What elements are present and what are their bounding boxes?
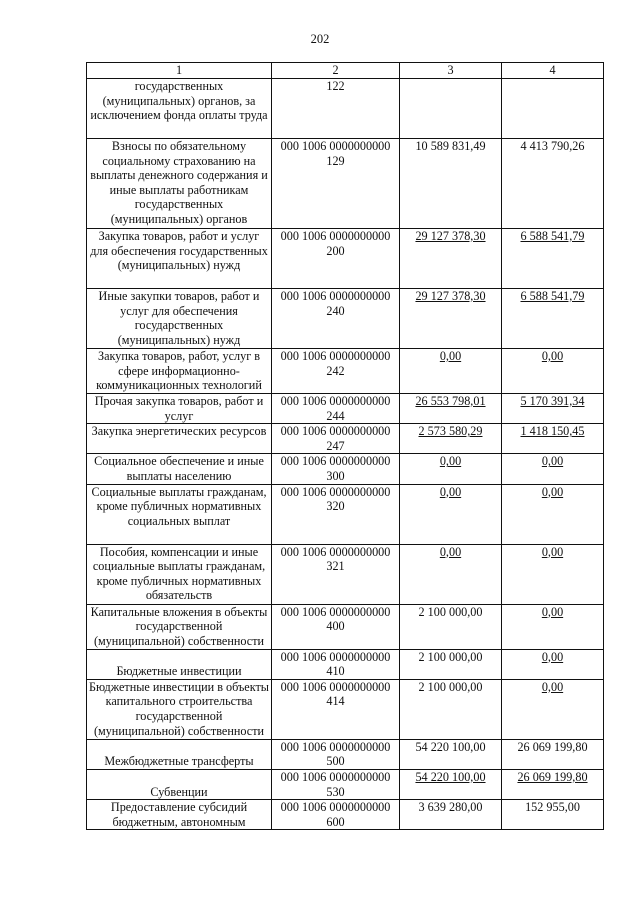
- row-name: Социальные выплаты гражданам, кроме публичных нормативных социальных выплат: [87, 484, 272, 544]
- row-col3: 2 100 000,00: [400, 604, 502, 649]
- table-row: [87, 604, 604, 649]
- header-col-2: 2: [272, 63, 400, 79]
- row-col3: 10 589 831,49: [400, 139, 502, 229]
- row-col3-value: 0,00: [439, 349, 462, 363]
- row-col4: [502, 349, 604, 394]
- row-code: 000 1006 0000000000 321: [272, 544, 400, 604]
- row-code: 000 1006 0000000000 244: [272, 394, 400, 424]
- row-col4-value: 6 588 541,79: [520, 229, 585, 243]
- row-col4: [502, 424, 604, 454]
- row-col3: 3 639 280,00: [400, 800, 502, 830]
- row-code: 000 1006 0000000000 242: [272, 349, 400, 394]
- row-col4: [502, 649, 604, 679]
- table-row: [87, 424, 604, 454]
- row-code: 122: [272, 79, 400, 139]
- row-col4: 26 069 199,80: [502, 739, 604, 769]
- table-row: [87, 79, 604, 139]
- row-name: Капитальные вложения в объекты государственной (муниципальной) собственности: [87, 604, 272, 649]
- table-row: [87, 800, 604, 830]
- table-row: [87, 769, 604, 799]
- table-row: [87, 484, 604, 544]
- row-col4-value: 0,00: [541, 604, 564, 619]
- row-code: 000 1006 0000000000 320: [272, 484, 400, 544]
- budget-table: [86, 62, 604, 830]
- row-col4-value: 6 588 541,79: [520, 289, 585, 303]
- row-col3-value: 0,00: [439, 484, 462, 499]
- table-row: [87, 289, 604, 349]
- table-row: [87, 229, 604, 289]
- row-col3-value: 2 573 580,29: [418, 424, 483, 439]
- row-col4: [502, 289, 604, 349]
- row-name: Закупка товаров, работ, услуг в сфере информационно-коммуникационных технологий: [87, 349, 272, 394]
- row-col4-value: 0,00: [541, 544, 564, 559]
- row-code: 000 1006 0000000000 500: [272, 739, 400, 769]
- row-col3-value: 0,00: [439, 454, 462, 469]
- row-col3-value: 26 553 798,01: [415, 394, 486, 408]
- row-col3: [400, 544, 502, 604]
- row-code: 000 1006 0000000000 240: [272, 289, 400, 349]
- row-col3-value: 29 127 378,30: [415, 229, 486, 243]
- row-col3: 2 100 000,00: [400, 649, 502, 679]
- row-name: Закупка энергетических ресурсов: [87, 424, 272, 454]
- row-col4: 152 955,00: [502, 800, 604, 830]
- header-col-3: 3: [400, 63, 502, 79]
- row-name: Бюджетные инвестиции: [87, 649, 272, 679]
- row-col3: [400, 229, 502, 289]
- table-row: [87, 544, 604, 604]
- row-code: 000 1006 0000000000 400: [272, 604, 400, 649]
- table-row: [87, 739, 604, 769]
- table-row: [87, 349, 604, 394]
- row-code: 000 1006 0000000000 200: [272, 229, 400, 289]
- row-col3: [400, 769, 502, 799]
- row-col3: 2 100 000,00: [400, 679, 502, 739]
- row-col4: [502, 454, 604, 484]
- row-name: Иные закупки товаров, работ и услуг для обеспечения государственных (муниципальных) нужд: [87, 289, 272, 349]
- row-name: Взносы по обязательному социальному страхованию на выплаты денежного содержания и иные выплаты работникам государственных (муниципальных) органов: [87, 139, 272, 229]
- row-col3: [400, 394, 502, 424]
- row-col3: [400, 454, 502, 484]
- row-name: Прочая закупка товаров, работ и услуг: [87, 394, 272, 424]
- row-name: Пособия, компенсации и иные социальные выплаты гражданам, кроме публичных нормативных обязательств: [87, 544, 272, 604]
- page-number: 202: [310, 32, 330, 46]
- row-col3-value: 29 127 378,30: [415, 289, 486, 303]
- row-name: Социальное обеспечение и иные выплаты населению: [87, 454, 272, 484]
- row-code: 000 1006 0000000000 300: [272, 454, 400, 484]
- row-col4-value: 0,00: [541, 349, 564, 363]
- row-name: Субвенции: [87, 769, 272, 799]
- table-row: [87, 139, 604, 229]
- row-col4: [502, 229, 604, 289]
- row-col4-value: 0,00: [541, 484, 564, 499]
- header-row: [87, 63, 604, 79]
- row-name: Закупка товаров, работ и услуг для обеспечения государственных (муниципальных) нужд: [87, 229, 272, 289]
- row-code: 000 1006 0000000000 247: [272, 424, 400, 454]
- row-col4-value: 0,00: [541, 454, 564, 469]
- row-col4-value: 26 069 199,80: [517, 769, 588, 784]
- row-col4-value: 0,00: [541, 679, 564, 694]
- row-code: 000 1006 0000000000 414: [272, 679, 400, 739]
- row-name: Бюджетные инвестиции в объекты капитального строительства государственной (муниципальной) собственности: [87, 679, 272, 739]
- row-col3: [400, 289, 502, 349]
- row-code: 000 1006 0000000000 530: [272, 769, 400, 799]
- table-row: [87, 454, 604, 484]
- row-col4: [502, 604, 604, 649]
- row-col3: [400, 424, 502, 454]
- row-code: 000 1006 0000000000 410: [272, 649, 400, 679]
- header-col-4: 4: [502, 63, 604, 79]
- row-col4: [502, 679, 604, 739]
- row-col3-value: 0,00: [439, 544, 462, 559]
- row-col3-value: 54 220 100,00: [415, 769, 486, 784]
- table-row: [87, 394, 604, 424]
- row-code: 000 1006 0000000000 600: [272, 800, 400, 830]
- row-col4: [502, 394, 604, 424]
- row-col4-value: 1 418 150,45: [520, 424, 585, 439]
- row-col3: [400, 484, 502, 544]
- row-col3: 54 220 100,00: [400, 739, 502, 769]
- row-col3: [400, 79, 502, 139]
- row-col4: [502, 484, 604, 544]
- row-col4: 4 413 790,26: [502, 139, 604, 229]
- row-col3: [400, 349, 502, 394]
- table-row: [87, 679, 604, 739]
- row-col4: [502, 769, 604, 799]
- row-col4-value: 0,00: [541, 649, 564, 664]
- row-name: Предоставление субсидий бюджетным, автономным: [87, 800, 272, 830]
- row-col4-value: 5 170 391,34: [520, 394, 585, 408]
- row-col4: [502, 79, 604, 139]
- table-row: [87, 649, 604, 679]
- row-col4: [502, 544, 604, 604]
- row-name: Межбюджетные трансферты: [87, 739, 272, 769]
- header-col-1: 1: [87, 63, 272, 79]
- row-name: государственных (муниципальных) органов, за исключением фонда оплаты труда: [87, 79, 272, 139]
- row-code: 000 1006 0000000000 129: [272, 139, 400, 229]
